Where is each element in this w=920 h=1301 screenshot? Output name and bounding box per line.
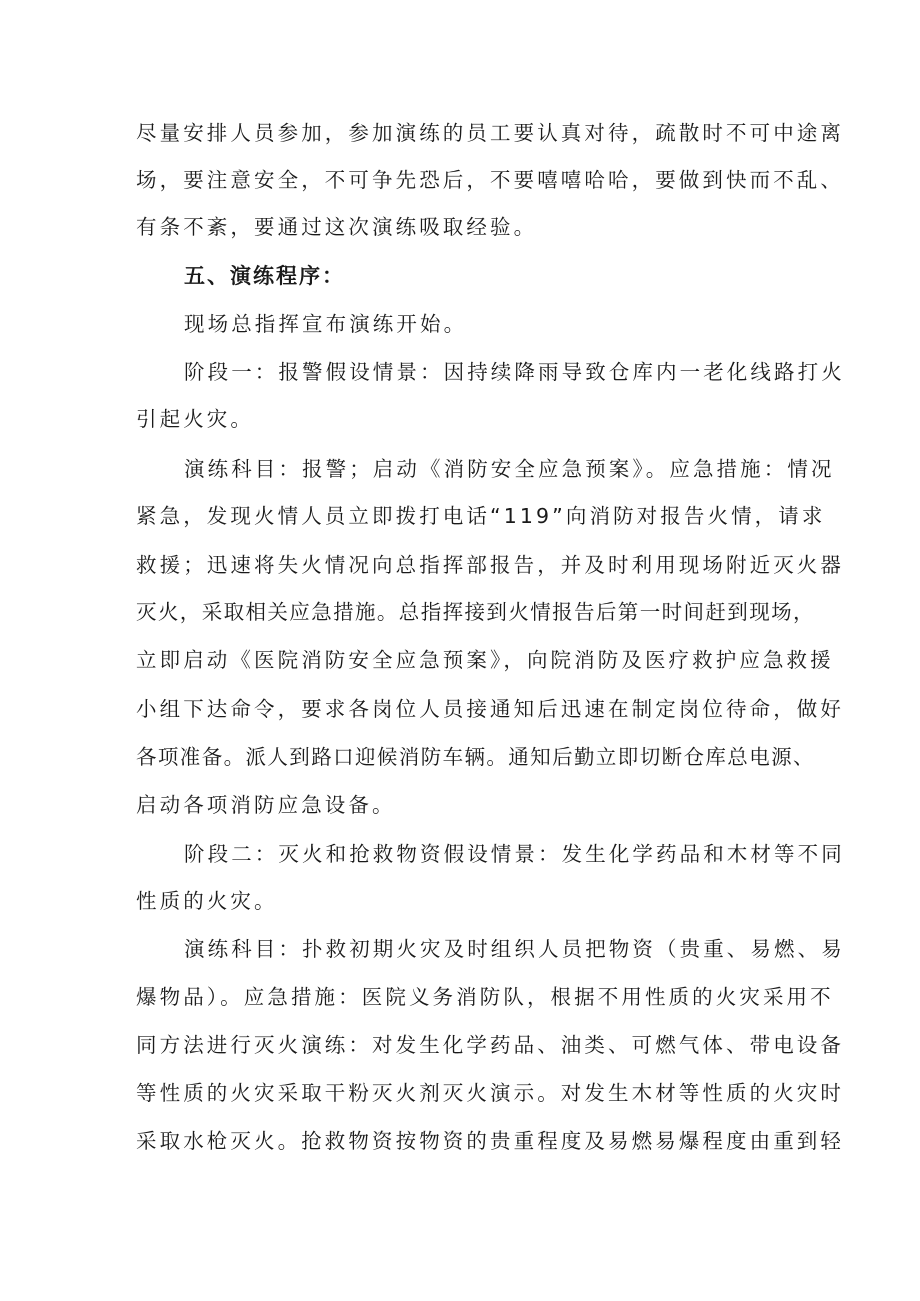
text-line: 性质的火灾。 — [136, 889, 278, 913]
text-line: 演练科目：扑救初期火灾及时组织人员把物资（贵重、易燃、易 — [184, 937, 845, 961]
text-line: 采取水枪灭火。抢救物资按物资的贵重程度及易燃易爆程度由重到轻 — [136, 1129, 844, 1153]
text-line: 等性质的火灾采取干粉灭火剂灭火演示。对发生木材等性质的火灾时 — [136, 1081, 844, 1105]
section-heading: 五、演练程序： — [184, 264, 345, 288]
text-line: 现场总指挥宣布演练开始。 — [184, 312, 468, 336]
text-line: 阶段二：灭火和抢救物资假设情景：发生化学药品和木材等不同 — [184, 842, 845, 866]
text-line: 引起火灾。 — [136, 407, 254, 431]
text-line: 场，要注意安全，不可争先恐后，不要嘻嘻哈哈，要做到快而不乱、 — [136, 168, 844, 192]
text-line: 爆物品）。应急措施：医院义务消防队，根据不用性质的火灾采用不 — [136, 985, 834, 1009]
text-line: 各项准备。派人到路口迎候消防车辆。通知后勤立即切断仓库总电源、 — [136, 745, 815, 769]
text-line: 紧急，发现火情人员立即拨打电话“119”向消防对报告火情，请求 — [136, 504, 826, 528]
text-line: 有条不紊，要通过这次演练吸取经验。 — [136, 215, 538, 239]
text-line: 阶段一：报警假设情景：因持续降雨导致仓库内一老化线路打火 — [184, 360, 845, 384]
text-line: 立即启动《医院消防安全应急预案》，向院消防及医疗救护应急救援 — [136, 648, 834, 672]
text-line: 演练科目：报警；启动《消防安全应急预案》。应急措施：情况 — [184, 457, 835, 481]
text-line: 同方法进行灭火演练：对发生化学药品、油类、可燃气体、带电设备 — [136, 1033, 844, 1057]
text-line: 小组下达命令，要求各岗位人员接通知后迅速在制定岗位待命，做好 — [136, 697, 844, 721]
text-line: 启动各项消防应急设备。 — [136, 793, 396, 817]
text-line: 灭火，采取相关应急措施。总指挥接到火情报告后第一时间赶到现场， — [136, 600, 815, 624]
text-line: 尽量安排人员参加，参加演练的员工要认真对待，疏散时不可中途离 — [136, 121, 844, 145]
text-line: 救援；迅速将失火情况向总指挥部报告，并及时利用现场附近灭火器 — [136, 553, 844, 577]
